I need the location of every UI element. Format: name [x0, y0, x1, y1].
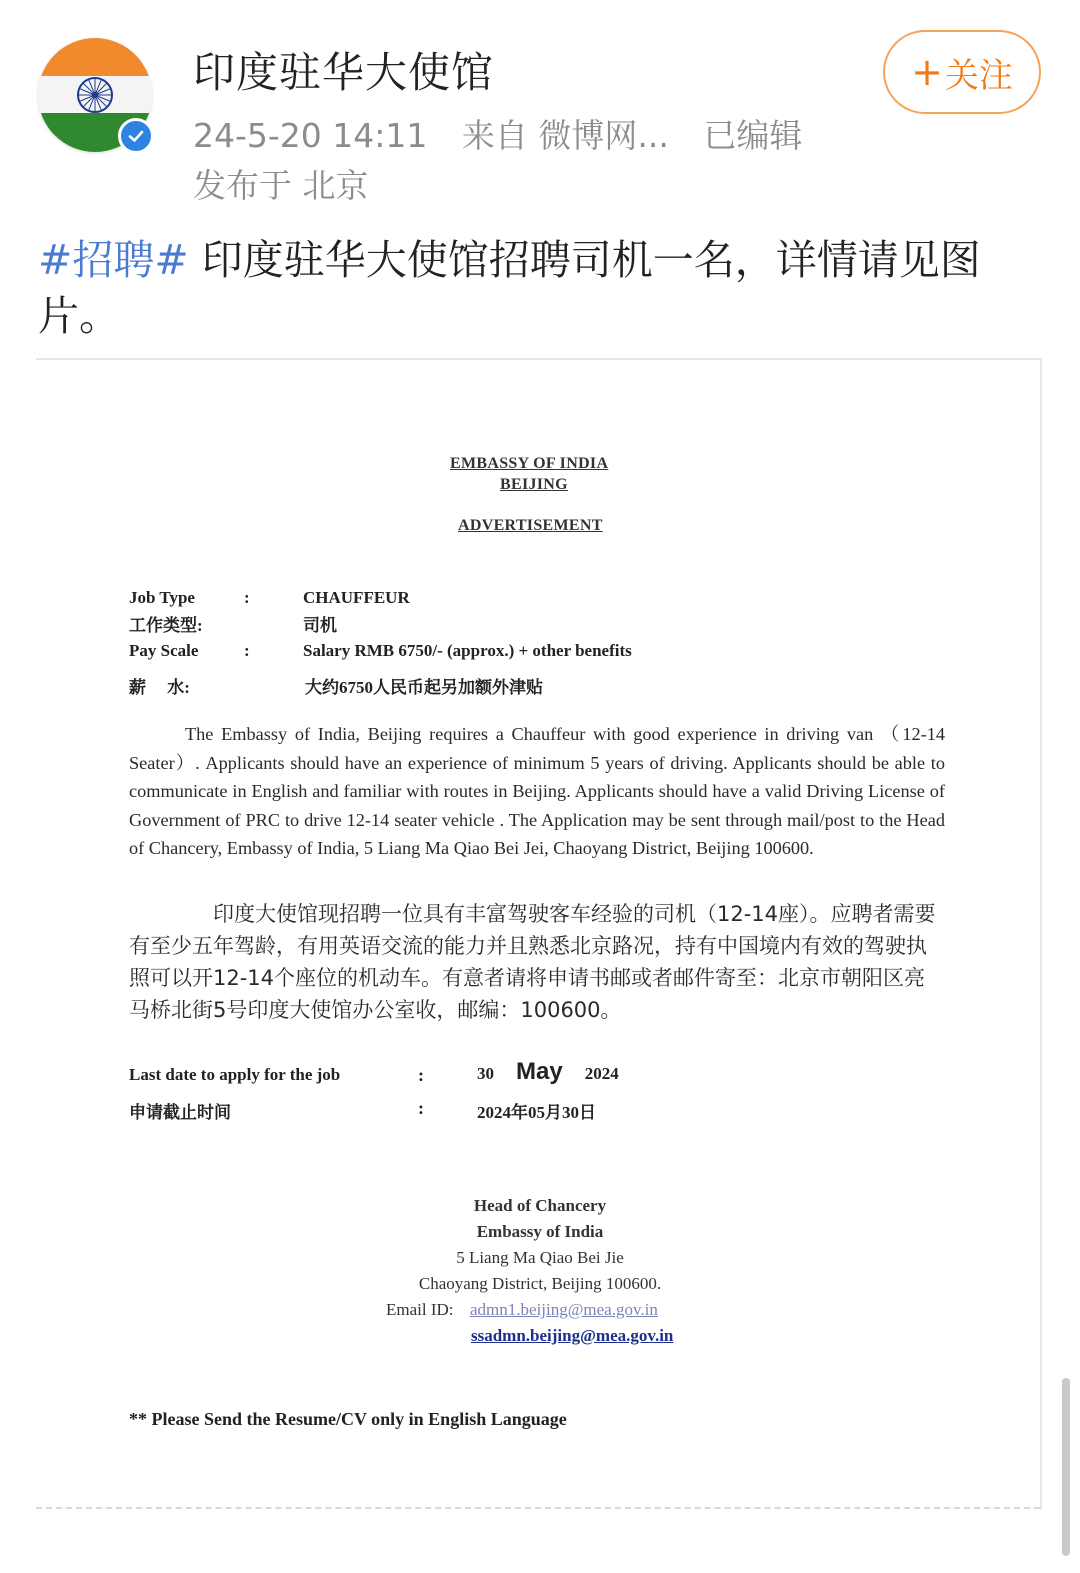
email-link-1[interactable]: admn1.beijing@mea.gov.in	[470, 1300, 658, 1319]
post-timestamp: 24-5-20 14:11	[193, 116, 428, 155]
doc-header-city: BEIJING	[500, 476, 568, 493]
pay-value-zh: 大约6750人民币起另加额外津贴	[305, 678, 543, 697]
follow-button[interactable]	[883, 30, 1041, 114]
follow-label: 关注	[944, 55, 1013, 96]
post-meta	[193, 110, 826, 157]
doc-header-embassy: EMBASSY OF INDIA	[450, 455, 609, 472]
deadline-value-zh: 2024年05月30日	[477, 1103, 596, 1122]
job-description-zh-text: 印度大使馆现招聘一位具有丰富驾驶客车经验的司机（12-14座）。应聘者需要有至少五年驾龄，有用英语交流的能力并且熟悉北京路况，持有中国境内有效的驾驶执照可以开12-14个座位的机动车。有意者请将申请书邮或者邮件寄至：北京市朝阳区亮马桥北街5号印度大使馆办公室收，邮编：100600。	[129, 902, 936, 1022]
job-description-en	[129, 720, 945, 863]
pay-scale-label: Pay Scale	[129, 641, 199, 660]
job-description-zh	[129, 898, 945, 1026]
job-type-label-zh: 工作类型:	[129, 616, 203, 635]
colon: :	[244, 641, 250, 660]
colon: :	[244, 588, 250, 607]
colon: :	[418, 1065, 424, 1085]
deadline-year: 2024	[584, 1064, 619, 1083]
pay-label-zh: 薪 水:	[129, 678, 190, 697]
username[interactable]: 印度驻华大使馆	[193, 48, 495, 97]
job-type-value-zh: 司机	[303, 616, 337, 635]
deadline-day: 30	[477, 1064, 494, 1083]
post-text	[38, 232, 1038, 344]
ashoka-chakra-icon	[75, 75, 115, 115]
signature-title: Head of Chancery	[473, 1196, 607, 1215]
post-body: 印度驻华大使馆招聘司机一名，详情请见图片。	[38, 236, 981, 340]
plus-icon: +	[911, 50, 943, 94]
deadline-label-zh: 申请截止时间	[129, 1103, 231, 1122]
deadline-month: May	[516, 1058, 563, 1085]
image-divider	[36, 1507, 1040, 1509]
colon: :	[418, 1098, 424, 1118]
signature-address: 5 Liang Ma Qiao Bei Jie	[456, 1248, 624, 1267]
resume-note: ** Please Send the Resume/CV only in English Language	[129, 1409, 567, 1429]
job-type-value: CHAUFFEUR	[303, 588, 410, 607]
doc-header-advertisement: ADVERTISEMENT	[458, 517, 603, 534]
job-type-label: Job Type	[129, 588, 195, 607]
post-source[interactable]: 来自 微博网...	[461, 116, 669, 155]
pay-scale-value: Salary RMB 6750/- (approx.) + other benefits	[303, 641, 632, 660]
deadline-value	[477, 1058, 619, 1086]
email-link-2[interactable]: ssadmn.beijing@mea.gov.in	[471, 1326, 674, 1345]
edited-label[interactable]: 已编辑	[703, 116, 803, 155]
verified-badge-icon	[118, 118, 154, 154]
deadline-label: Last date to apply for the job	[129, 1065, 341, 1084]
scrollbar[interactable]	[1062, 1378, 1070, 1556]
signature-org: Embassy of India	[476, 1222, 604, 1241]
post-location: 发布于 北京	[193, 166, 369, 205]
signature-district: Chaoyang District, Beijing 100600.	[418, 1274, 662, 1293]
job-description-en-text: The Embassy of India, Beijing requires a Chauffeur with good experience in driving van （12-14 Seater）. Applicants should have an experience of minimum 5 years of driving. Applicants should be able to communicate in English and familiar with routes in Beijing. Applicants should have a valid Driving License of Government of PRC to drive 12-14 seater vehicle . The Application may be sent through mail/post to the Head of Chancery, Embassy of India, 5 Liang Ma Qiao Bei Jei, Chaoyang District, Beijing 100600.	[129, 724, 945, 859]
hashtag-link[interactable]: #招聘#	[38, 236, 189, 284]
email-label: Email ID:	[386, 1300, 454, 1319]
